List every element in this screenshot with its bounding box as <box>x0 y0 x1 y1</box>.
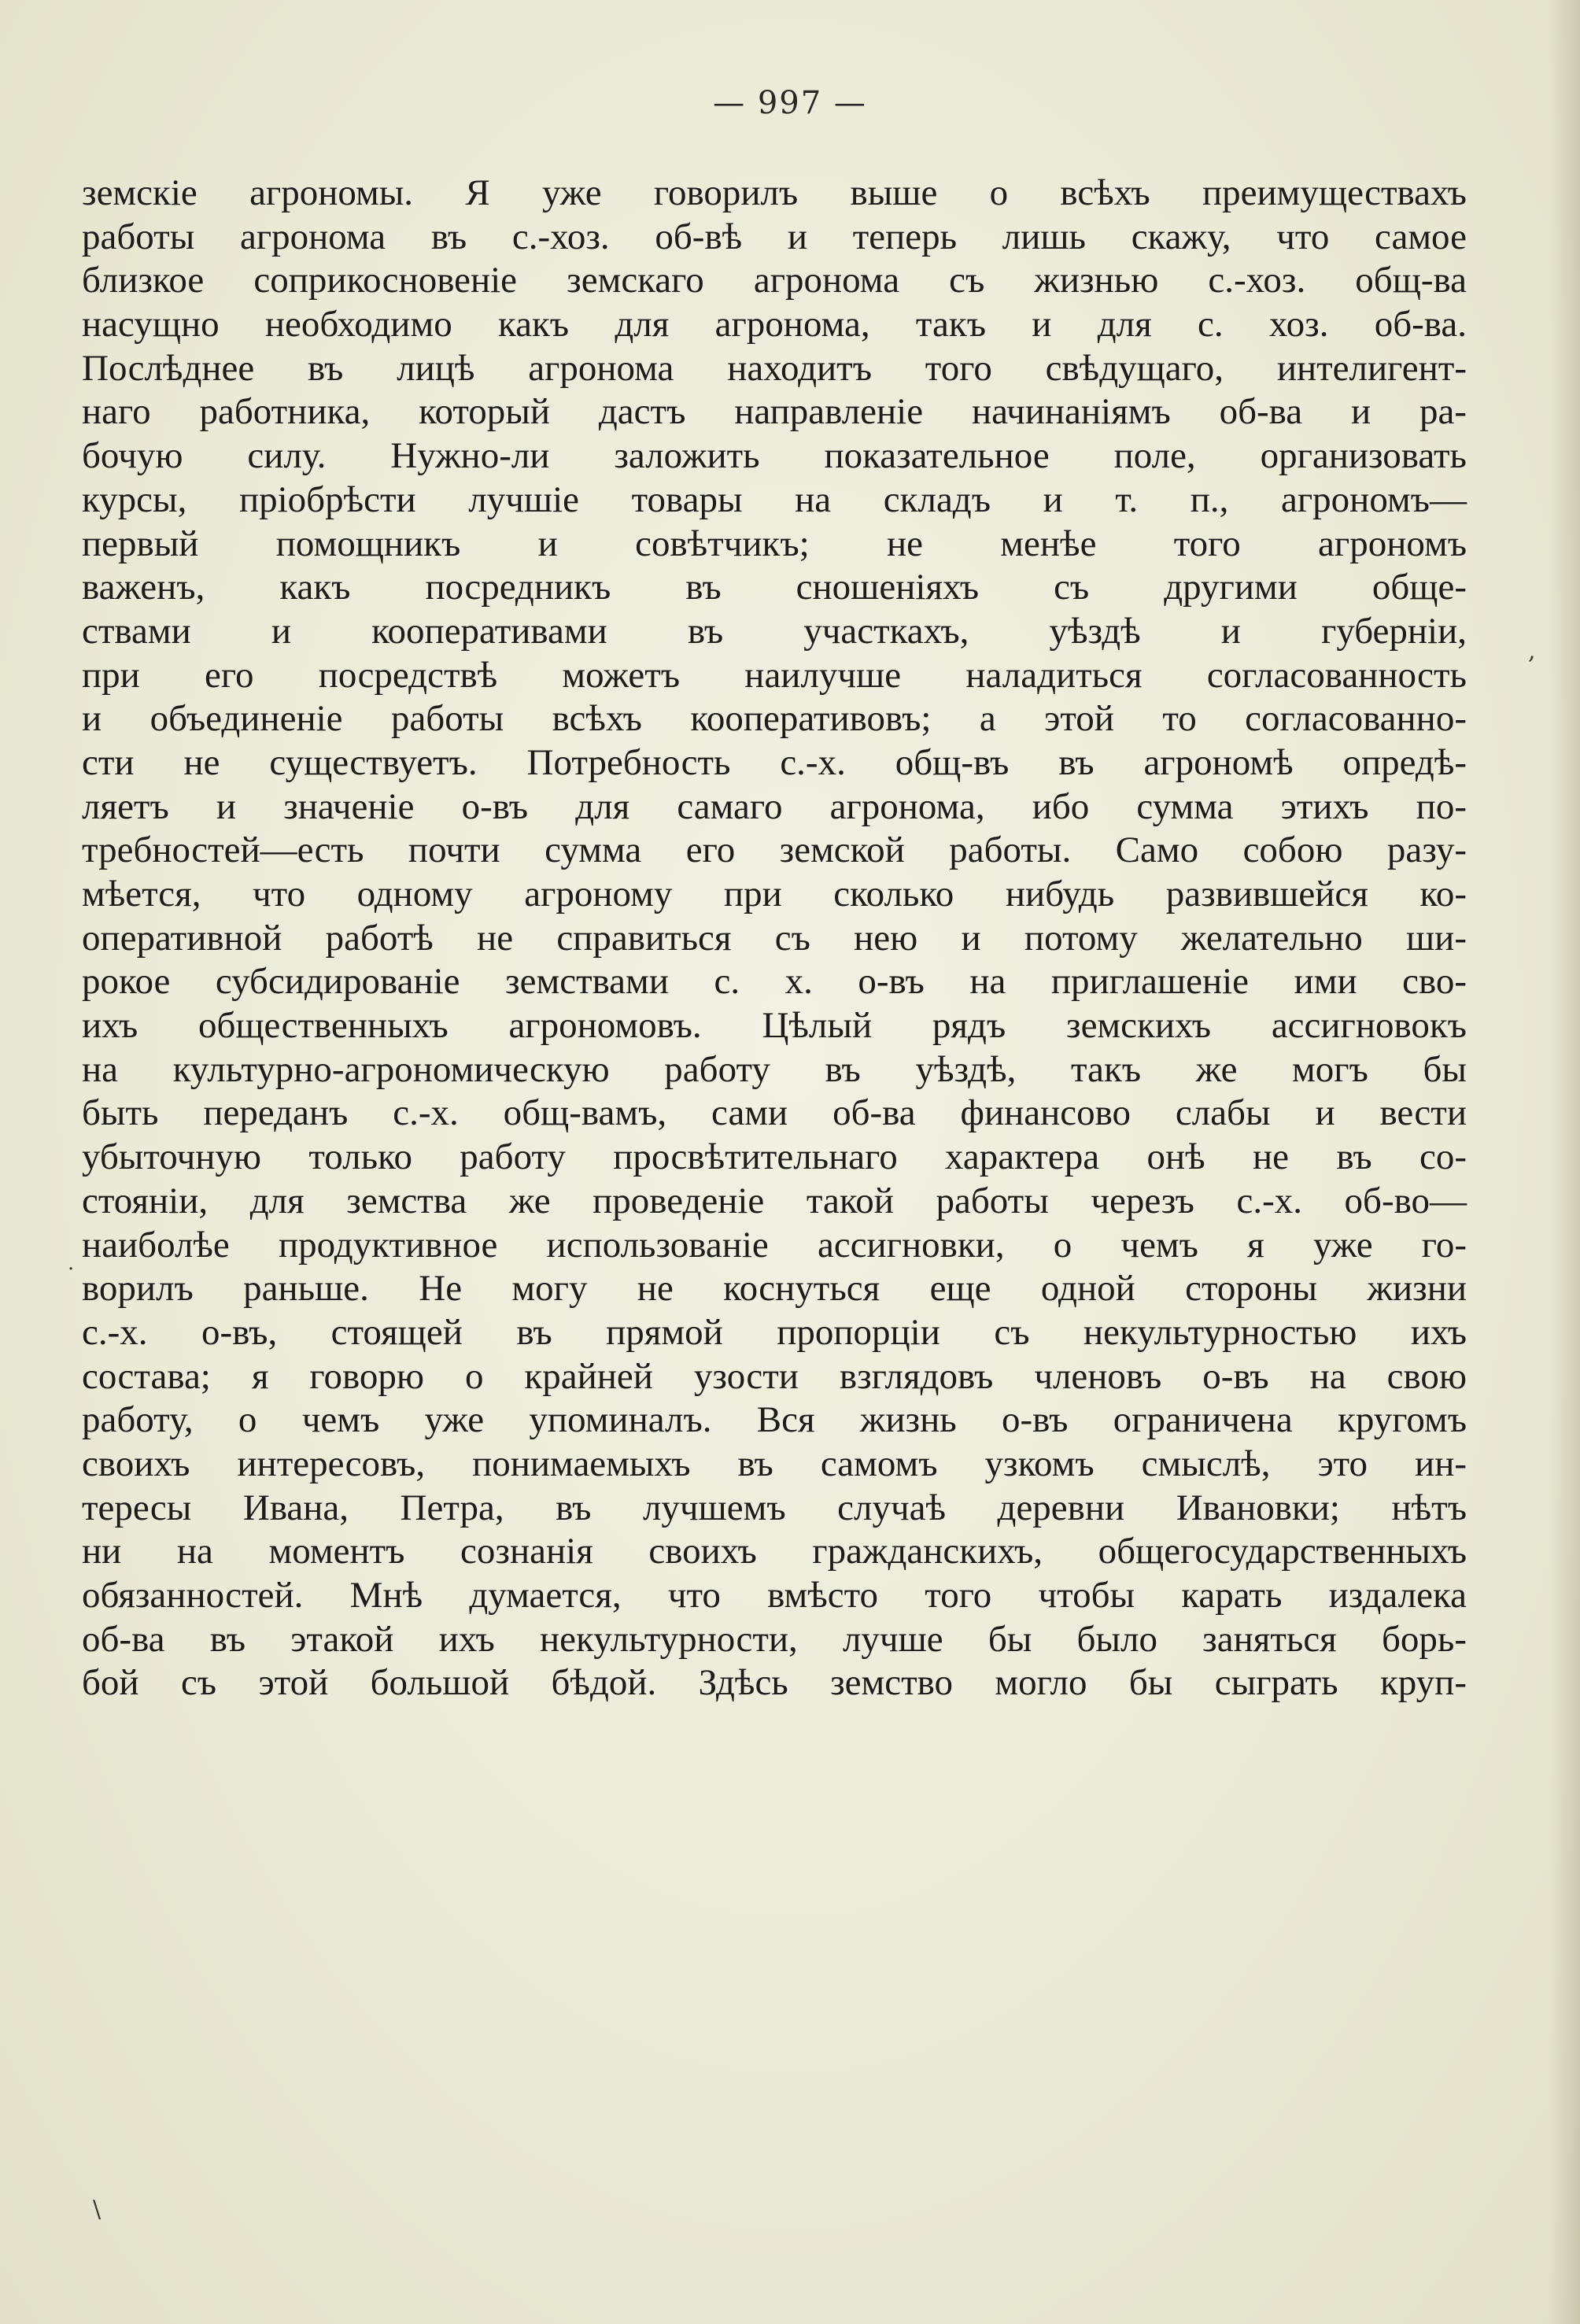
text-line: ихъ общественныхъ агрономовъ. Цѣлый рядъ земскихъ ассигновокъ <box>82 1005 1467 1047</box>
body-text <box>82 172 1467 1705</box>
text-line: насущно необходимо какъ для агронома, такъ и для с. хоз. об-ва. <box>82 304 1467 345</box>
text-line: об-ва въ этакой ихъ некультурности, лучше бы было заняться борь- <box>82 1618 1467 1660</box>
text-line: при его посредствѣ можетъ наилучше наладиться согласованность <box>82 654 1467 696</box>
text-line: убыточную только работу просвѣтительнаго характера онѣ не въ со- <box>82 1136 1467 1178</box>
text-line: ляетъ и значенiе о-въ для самаго агронома, ибо сумма этихъ по- <box>82 785 1467 827</box>
text-line: быть переданъ с.-х. общ-вамъ, сами об-ва финансово слабы и вести <box>82 1092 1467 1134</box>
text-line: состава; я говорю о крайней узости взглядовъ членовъ о-въ на свою <box>82 1355 1467 1397</box>
text-line: рокое субсидированiе земствами с. х. о-въ на приглашенiе ими сво- <box>82 961 1467 1003</box>
text-line: наиболѣе продуктивное использованiе ассигновки, о чемъ я уже го- <box>82 1224 1467 1265</box>
text-line: работы агронома въ с.-хоз. об-вѣ и теперь лишь скажу, что самое <box>82 216 1467 257</box>
text-line: ствами и кооперативами въ участкахъ, уѣздѣ и губернiи, <box>82 610 1467 652</box>
text-line: близкое соприкосновенiе земскаго агронома съ жизнью с.-хоз. общ-ва <box>82 260 1467 301</box>
text-line: ворилъ раньше. Не могу не коснуться еще одной стороны жизни <box>82 1268 1467 1310</box>
text-line: своихъ интересовъ, понимаемыхъ въ самомъ узкомъ смыслѣ, это ин- <box>82 1443 1467 1484</box>
text-line: бочую силу. Нужно-ли заложить показательное поле, организовать <box>82 435 1467 477</box>
text-line: с.-х. о-въ, стоящей въ прямой пропорцiи съ некультурностью ихъ <box>82 1311 1467 1353</box>
margin-mark: \ <box>93 2196 102 2223</box>
text-line: стоянiи, для земства же проведенiе такой работы черезъ с.-х. об-во— <box>82 1180 1467 1221</box>
text-line: работу, о чемъ уже упоминалъ. Вся жизнь о-въ ограничена кругомъ <box>82 1399 1467 1441</box>
text-line: первый помощникъ и совѣтчикъ; не менѣе того агрономъ <box>82 523 1467 564</box>
text-line: и объединенiе работы всѣхъ кооперативовъ; а этой то согласованно- <box>82 698 1467 740</box>
margin-mark: · <box>68 1258 75 1281</box>
text-line: Послѣднее въ лицѣ агронома находитъ того свѣдущаго, интелигент- <box>82 347 1467 389</box>
text-line: ни на моментъ сознанiя своихъ гражданскихъ, общегосударственныхъ <box>82 1531 1467 1572</box>
text-line: мѣется, что одному агроному при сколько нибудь развившейся ко- <box>82 874 1467 914</box>
text-line: курсы, прiобрѣсти лучшiе товары на складъ и т. п., агрономъ— <box>82 478 1467 520</box>
text-line: важенъ, какъ посредникъ въ сношенiяхъ съ другими обще- <box>82 567 1467 608</box>
text-line: бой съ этой большой бѣдой. Здѣсь земство могло бы сыграть круп- <box>82 1662 1467 1704</box>
text-line: тересы Ивана, Петра, въ лучшемъ случаѣ деревни Ивановки; нѣтъ <box>82 1487 1467 1528</box>
page-edge-shadow <box>1549 0 1580 2324</box>
text-line: оперативной работѣ не справиться съ нею и потому желательно ши- <box>82 917 1467 959</box>
text-line: обязанностей. Мнѣ думается, что вмѣсто того чтобы карать издалека <box>82 1575 1467 1616</box>
page-number: — 997 — <box>713 85 867 121</box>
text-line: наго работника, который дастъ направленiе начинанiямъ об-ва и ра- <box>82 391 1467 433</box>
text-line: земскiе агрономы. Я уже говорилъ выше о всѣхъ преимуществахъ <box>82 172 1467 213</box>
text-line: требностей—есть почти сумма его земской работы. Само собою разу- <box>82 829 1467 871</box>
margin-mark: , <box>1528 637 1536 665</box>
text-line: на культурно-агрономическую работу въ уѣздѣ, такъ же могъ бы <box>82 1048 1467 1090</box>
text-line: сти не существуетъ. Потребность с.-х. общ-въ въ агрономѣ опредѣ- <box>82 741 1467 783</box>
